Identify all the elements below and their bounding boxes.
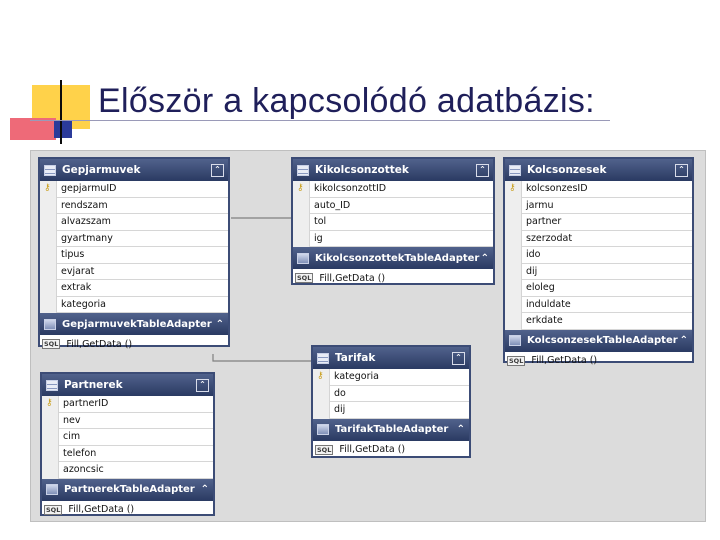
table-adapter-header[interactable] <box>313 419 469 441</box>
column-row[interactable]: nev <box>59 413 213 430</box>
table-name: Tarifak <box>335 352 376 364</box>
table-header[interactable] <box>293 159 493 181</box>
table-adapter-header[interactable] <box>505 330 692 352</box>
adapter-name: PartnerekTableAdapter <box>64 484 195 495</box>
table-icon <box>44 165 56 176</box>
table-name: Gepjarmuvek <box>62 164 141 176</box>
collapse-icon[interactable]: ⌃ <box>480 252 489 264</box>
column-row[interactable]: szerzodat <box>522 231 692 248</box>
table-kikolcsonzottek[interactable] <box>291 157 495 285</box>
collapse-icon[interactable]: ⌃ <box>200 484 209 495</box>
column-row[interactable]: rendszam <box>57 198 228 215</box>
table-adapter-header[interactable] <box>40 313 228 335</box>
table-icon <box>46 380 58 391</box>
table-name: Kolcsonzesek <box>527 164 607 176</box>
sql-icon: SQL <box>297 274 312 282</box>
column-row[interactable]: auto_ID <box>310 198 493 215</box>
column-row[interactable]: telefon <box>59 446 213 463</box>
column-row[interactable]: eloleg <box>522 280 692 297</box>
key-icon: ⚷ <box>317 371 324 381</box>
collapse-icon[interactable]: ⌃ <box>211 164 224 177</box>
relation-line-gepjarmuvek-tarifak <box>213 354 311 361</box>
column-row[interactable]: ig <box>310 231 493 248</box>
adapter-icon <box>509 335 521 346</box>
decor-red-bar <box>10 118 56 140</box>
column-row[interactable]: jarmu <box>522 198 692 215</box>
adapter-method[interactable]: SQL Fill,GetData () <box>509 355 598 366</box>
table-adapter-header[interactable] <box>293 247 493 269</box>
column-row[interactable]: ⚷ partnerID <box>59 396 213 413</box>
table-icon <box>317 353 329 364</box>
adapter-method[interactable]: SQL Fill,GetData () <box>44 338 133 350</box>
adapter-method[interactable]: SQL Fill,GetData () <box>297 272 386 284</box>
table-kolcsonzesek[interactable] <box>503 157 694 366</box>
table-header[interactable] <box>505 159 692 181</box>
table-tarifak[interactable] <box>311 345 471 458</box>
column-row[interactable]: azoncsic <box>59 462 213 479</box>
collapse-icon[interactable]: ⌃ <box>456 424 465 435</box>
column-row[interactable]: ⚷ kolcsonzesID <box>522 181 692 198</box>
decor-blue-square <box>54 120 72 138</box>
column-row[interactable]: dij <box>330 402 469 419</box>
table-gepjarmuvek[interactable] <box>38 157 230 350</box>
column-row[interactable]: evjarat <box>57 264 228 281</box>
key-icon: ⚷ <box>44 183 51 193</box>
column-row[interactable]: kategoria <box>57 297 228 314</box>
table-header[interactable] <box>313 347 469 369</box>
column-row[interactable]: do <box>330 386 469 403</box>
adapter-method[interactable]: SQL Fill,GetData () <box>317 444 406 455</box>
key-icon: ⚷ <box>509 183 516 193</box>
collapse-icon[interactable]: ⌃ <box>452 352 465 365</box>
adapter-icon <box>46 484 58 495</box>
column-row[interactable]: dij <box>522 264 692 281</box>
sql-icon: SQL <box>44 340 59 348</box>
sql-icon: SQL <box>46 505 61 514</box>
column-row[interactable]: gyartmany <box>57 231 228 248</box>
collapse-icon[interactable]: ⌃ <box>215 318 224 330</box>
adapter-name: KikolcsonzottekTableAdapter <box>315 252 480 264</box>
collapse-icon[interactable]: ⌃ <box>675 164 688 177</box>
column-row[interactable]: erkdate <box>522 313 692 330</box>
table-adapter-header[interactable] <box>42 479 213 501</box>
sql-icon: SQL <box>317 445 332 454</box>
slide-title: Először a kapcsolódó adatbázis: <box>98 82 595 120</box>
adapter-icon <box>297 253 309 264</box>
table-partnerek[interactable] <box>40 372 215 516</box>
table-header[interactable] <box>42 374 213 396</box>
column-row[interactable]: ⚷ kategoria <box>330 369 469 386</box>
column-row[interactable]: partner <box>522 214 692 231</box>
decor-vertical-line <box>60 80 62 144</box>
column-row[interactable]: ⚷ gepjarmuID <box>57 181 228 198</box>
table-icon <box>297 165 309 176</box>
table-header[interactable] <box>40 159 228 181</box>
column-row[interactable]: tol <box>310 214 493 231</box>
adapter-icon <box>44 319 56 330</box>
collapse-icon[interactable]: ⌃ <box>476 164 489 177</box>
collapse-icon[interactable]: ⌃ <box>196 379 209 392</box>
column-row[interactable]: extrak <box>57 280 228 297</box>
column-row[interactable]: ido <box>522 247 692 264</box>
adapter-method[interactable]: SQL Fill,GetData () <box>46 504 135 515</box>
key-icon: ⚷ <box>46 398 53 408</box>
sql-icon: SQL <box>509 356 524 365</box>
column-row[interactable]: tipus <box>57 247 228 264</box>
table-name: Kikolcsonzottek <box>315 164 409 176</box>
adapter-name: TarifakTableAdapter <box>335 424 449 435</box>
column-row[interactable]: cim <box>59 429 213 446</box>
table-icon <box>509 165 521 176</box>
adapter-name: KolcsonzesekTableAdapter <box>527 335 678 346</box>
column-row[interactable]: induldate <box>522 297 692 314</box>
table-name: Partnerek <box>64 379 123 391</box>
column-row[interactable]: alvazszam <box>57 214 228 231</box>
column-row[interactable]: ⚷ kikolcsonzottID <box>310 181 493 198</box>
adapter-icon <box>317 424 329 435</box>
key-icon: ⚷ <box>297 183 304 193</box>
collapse-icon[interactable]: ⌃ <box>679 335 688 346</box>
adapter-name: GepjarmuvekTableAdapter <box>62 318 212 330</box>
